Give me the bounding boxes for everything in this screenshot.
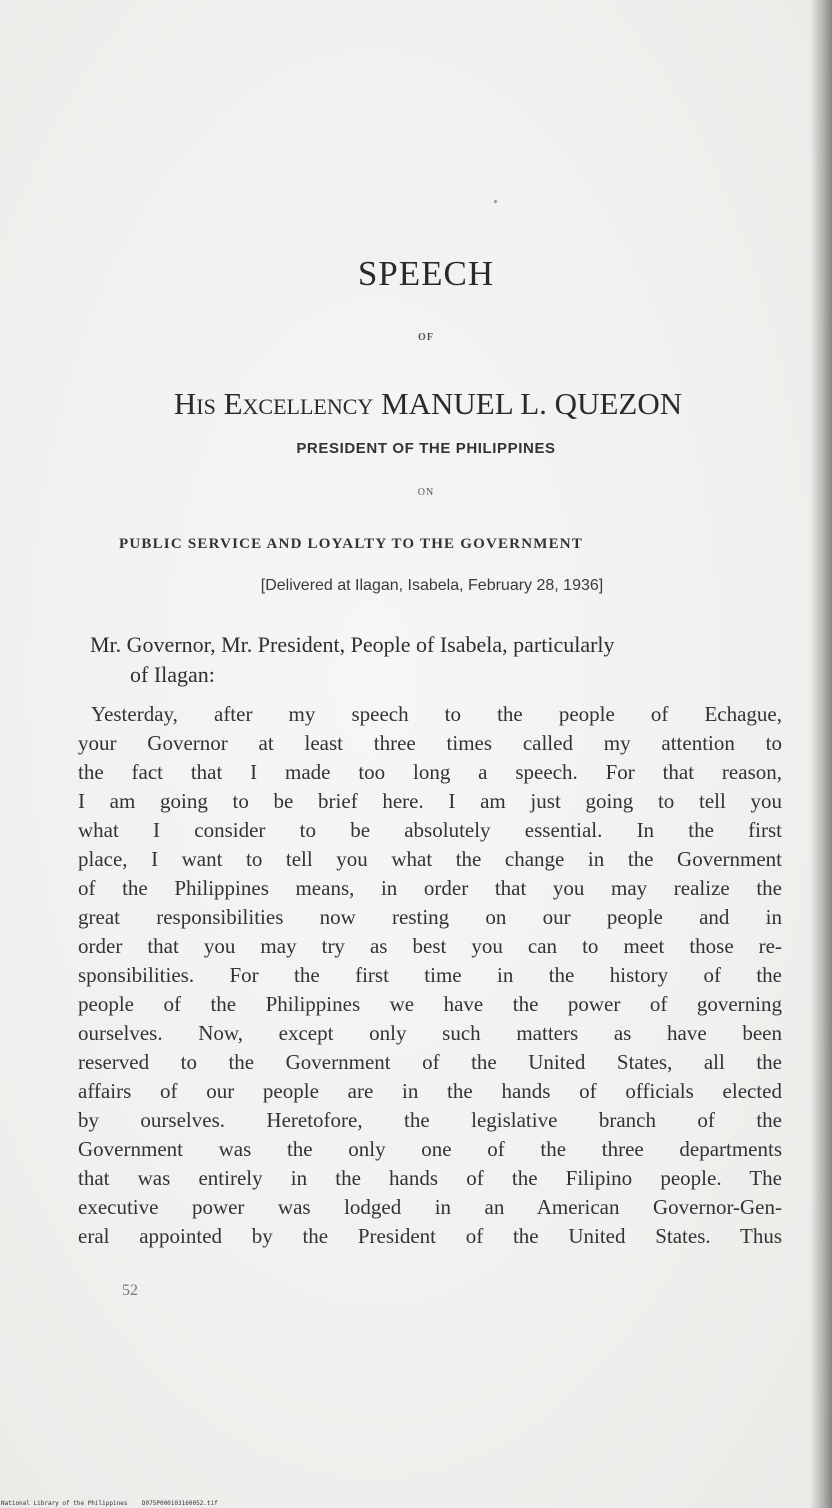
of-label: OF	[418, 332, 434, 343]
body-line: ourselves. Now, except only such matters as have been	[78, 1021, 782, 1045]
speaker-honorific: His Excellency	[173, 386, 374, 421]
body-line: executive power was lodged in an American Governor-Gen-	[78, 1195, 782, 1219]
salutation-line-2: of Ilagan:	[130, 662, 215, 687]
delivery-note: [Delivered at Ilagan, Isabela, February 28, 1936]	[260, 577, 604, 594]
body-line: sponsibilities. For the first time in the history of the	[78, 963, 782, 987]
body-line: the fact that I made too long a speech. For that reason,	[78, 760, 782, 784]
body-line: by ourselves. Heretofore, the legislative branch of the	[78, 1108, 782, 1132]
body-line: order that you may try as best you can to meet those re-	[78, 934, 782, 958]
speech-subject: PUBLIC SERVICE AND LOYALTY TO THE GOVERNMENT	[119, 536, 584, 552]
footer-file: D075P000103160052.tif	[141, 1500, 218, 1507]
speaker-office: PRESIDENT OF THE PHILIPPINES	[296, 440, 556, 457]
body-line: Yesterday, after my speech to the people of Echague,	[91, 702, 782, 726]
footer-library: National Library of the Philippines	[1, 1500, 128, 1507]
body-line: that was entirely in the hands of the Filipino people. The	[78, 1166, 782, 1190]
scan-footer	[1, 1500, 218, 1507]
body-line: people of the Philippines we have the power of governing	[78, 992, 782, 1016]
body-line: affairs of our people are in the hands of officials elected	[78, 1079, 782, 1103]
body-line: of the Philippines means, in order that you may realize the	[78, 876, 782, 900]
body-line: what I consider to be absolutely essential. In the first	[78, 818, 782, 842]
on-label: ON	[417, 487, 435, 498]
body-paragraph	[78, 700, 782, 1251]
page-edge-shadow	[810, 0, 832, 1508]
paper-speck	[494, 200, 497, 203]
page-number: 52	[122, 1282, 138, 1299]
body-line: I am going to be brief here. I am just going to tell you	[78, 789, 782, 813]
speaker-name: MANUEL L. QUEZON	[381, 386, 683, 421]
salutation-line-1: Mr. Governor, Mr. President, People of Isabela, particularly	[90, 632, 615, 657]
body-line: eral appointed by the President of the United States. Thus	[78, 1224, 782, 1248]
body-line: place, I want to tell you what the change in the Government	[78, 847, 782, 871]
salutation	[90, 630, 782, 690]
body-line: your Governor at least three times called my attention to	[78, 731, 782, 755]
body-line: reserved to the Government of the United States, all the	[78, 1050, 782, 1074]
body-line: Government was the only one of the three departments	[78, 1137, 782, 1161]
speaker-heading	[0, 386, 832, 422]
body-line: great responsibilities now resting on our people and in	[78, 905, 782, 929]
page-title: SPEECH	[357, 254, 495, 293]
